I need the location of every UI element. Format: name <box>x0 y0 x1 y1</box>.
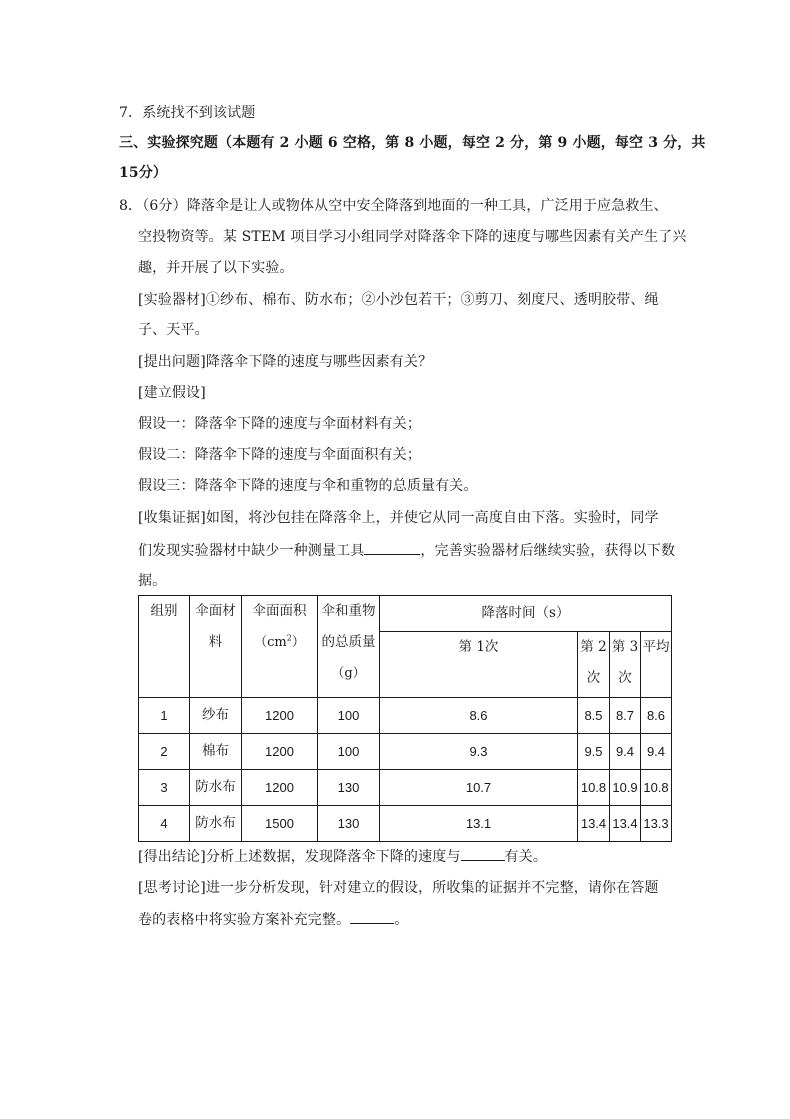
cell-area: 1500 <box>242 806 318 842</box>
cell-trial-2: 8.5 <box>578 698 610 734</box>
discussion-part-a: 卷的表格中将实验方案补充完整。 <box>138 912 351 928</box>
cell-material: 棉布 <box>190 734 242 770</box>
cell-material: 防水布 <box>190 770 242 806</box>
data-table <box>138 595 672 842</box>
cell-mass: 130 <box>318 770 380 806</box>
header-time: 降落时间（s） <box>380 596 672 632</box>
table-row <box>139 734 672 770</box>
cell-trial-3: 8.7 <box>610 698 641 734</box>
header-trial-2: 第 2 次 <box>578 632 610 698</box>
cell-trial-1: 13.1 <box>380 806 578 842</box>
section-3-heading-cont: 15分） <box>119 165 168 181</box>
answer-blank-factor[interactable] <box>461 846 505 861</box>
cell-average: 10.8 <box>641 770 672 806</box>
evidence-text: [收集证据]如图，将沙包挂在降落伞上，并使它从同一高度自由下落。实验时，同学 <box>138 510 659 526</box>
hypothesis-title: [建立假设] <box>138 385 206 401</box>
header-average: 平均 <box>641 632 672 698</box>
section-3-heading: 三、实验探究题（本题有 2 小题 6 空格，第 8 小题，每空 2 分，第 9 小题，每空 3 分，共 <box>119 135 706 151</box>
answer-blank-plan[interactable] <box>350 909 394 924</box>
cell-area: 1200 <box>242 734 318 770</box>
cell-trial-3: 10.9 <box>610 770 641 806</box>
cell-trial-2: 9.5 <box>578 734 610 770</box>
materials-text: [实验器材]①纱布、棉布、防水布；②小沙包若干；③剪刀、刻度尺、透明胶带、绳 <box>138 292 659 308</box>
hypothesis-2: 假设二：降落伞下降的速度与伞面面积有关； <box>138 447 421 463</box>
header-area: 伞面面积 $(cm^2)$ <box>242 596 318 698</box>
evidence-text-cont <box>138 540 675 561</box>
header-mass: 伞和重物 的总质量 （g） <box>318 596 380 698</box>
cell-average: 8.6 <box>641 698 672 734</box>
cell-group: 2 <box>139 734 190 770</box>
hypothesis-3: 假设三：降落伞下降的速度与伞和重物的总质量有关。 <box>138 478 478 494</box>
answer-blank-tool[interactable] <box>364 540 420 555</box>
question-7: 7．系统找不到该试题 <box>119 105 256 121</box>
table-row <box>139 698 672 734</box>
materials-text-cont: 子、天平。 <box>138 322 209 338</box>
discussion-text-cont <box>138 909 408 930</box>
cell-trial-1: 8.6 <box>380 698 578 734</box>
table-row <box>139 770 672 806</box>
cell-area: 1200 <box>242 770 318 806</box>
question-8-intro-cont: 空投物资等。某 STEM 项目学习小组同学对降落伞下降的速度与哪些因素有关产生了兴 <box>138 229 687 245</box>
evidence-text-part-b: ，完善实验器材后继续实验，获得以下数 <box>420 543 676 559</box>
conclusion-part-b: 有关。 <box>504 849 547 865</box>
header-trial-3: 第 3 次 <box>610 632 641 698</box>
cell-trial-1: 10.7 <box>380 770 578 806</box>
cell-average: 13.3 <box>641 806 672 842</box>
conclusion-part-a: [得出结论]分析上述数据，发现降落伞下降的速度与 <box>138 849 461 865</box>
cell-group: 1 <box>139 698 190 734</box>
cell-mass: 100 <box>318 698 380 734</box>
cell-area: 1200 <box>242 698 318 734</box>
research-question: [提出问题]降落伞下降的速度与哪些因素有关？ <box>138 354 433 370</box>
table-row <box>139 806 672 842</box>
discussion-part-b: 。 <box>394 912 409 928</box>
cell-average: 9.4 <box>641 734 672 770</box>
header-trial-1: 第 1次 <box>380 632 578 698</box>
header-material: 伞面材 料 <box>190 596 242 698</box>
hypothesis-1: 假设一：降落伞下降的速度与伞面材料有关； <box>138 416 421 432</box>
conclusion-text <box>138 846 547 867</box>
evidence-text-end: 据。 <box>138 573 167 589</box>
cell-trial-1: 9.3 <box>380 734 578 770</box>
cell-trial-2: 10.8 <box>578 770 610 806</box>
cell-group: 3 <box>139 770 190 806</box>
cell-trial-2: 13.4 <box>578 806 610 842</box>
cell-material: 纱布 <box>190 698 242 734</box>
evidence-text-part-a: 们发现实验器材中缺少一种测量工具 <box>138 543 365 559</box>
cell-trial-3: 9.4 <box>610 734 641 770</box>
question-8-intro-cont-2: 趣，并开展了以下实验。 <box>138 260 294 276</box>
cell-mass: 130 <box>318 806 380 842</box>
question-8-intro: 8．（6分）降落伞是让人或物体从空中安全降落到地面的一种工具，广泛用于应急救生、 <box>119 198 668 214</box>
cell-group: 4 <box>139 806 190 842</box>
cell-trial-3: 13.4 <box>610 806 641 842</box>
cell-mass: 100 <box>318 734 380 770</box>
cell-material: 防水布 <box>190 806 242 842</box>
discussion-text: [思考讨论]进一步分析发现，针对建立的假设，所收集的证据并不完整，请你在答题 <box>138 880 659 896</box>
header-group: 组别 <box>139 596 190 698</box>
